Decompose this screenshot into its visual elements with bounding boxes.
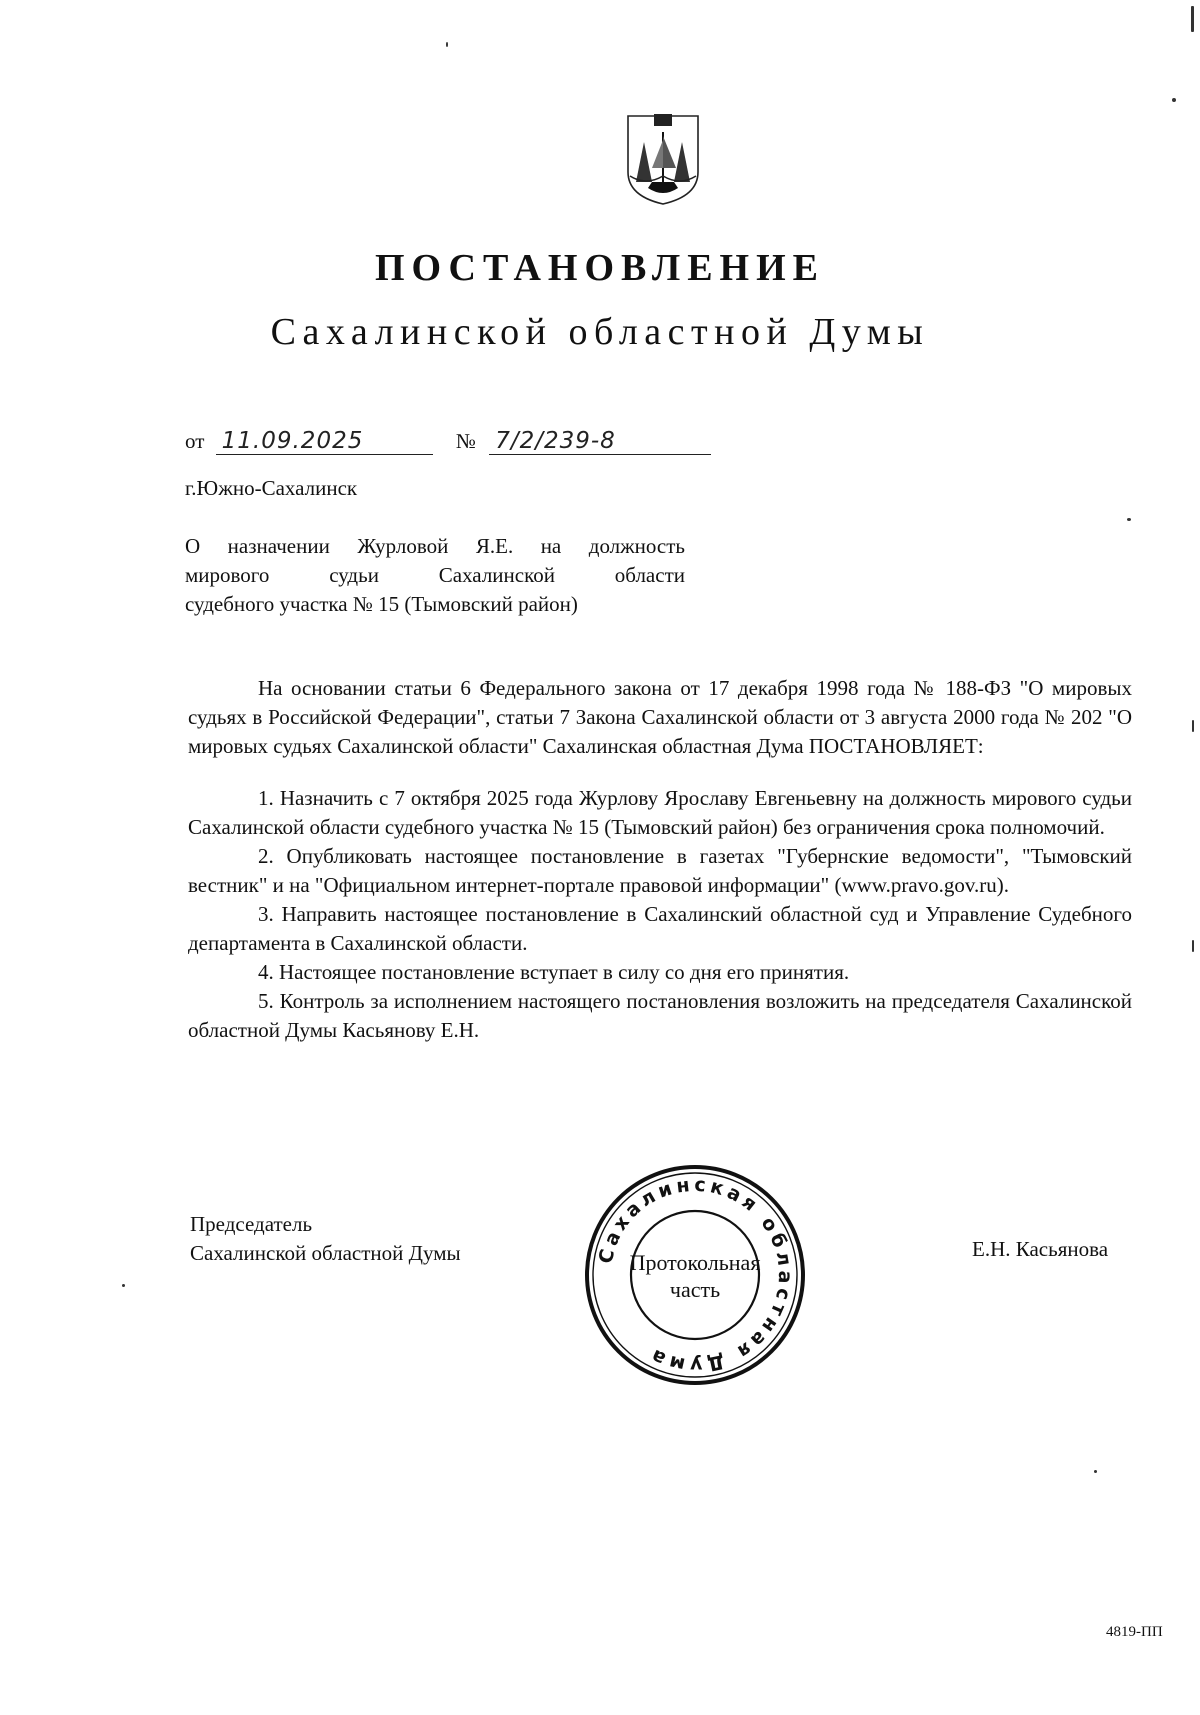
subject-line: судебного участка № 15 (Тымовский район) [185,592,578,616]
resolution-item-1: 1. Назначить с 7 октября 2025 года Журлову Ярославу Евгеньевну на должность мирового судьи Сахалинской области судебного участка № 15 (Тымовский район) без ограничения срока полномочий. [188,786,1132,839]
signatory-title-line: Сахалинской областной Думы [190,1241,461,1265]
date-label: от [185,429,205,453]
resolution-item-2: 2. Опубликовать настоящее постановление в газетах "Губернские ведомости", "Тымовский вестник" и на "Официальном интернет-портале правовой информации" (www.pravo.gov.ru). [188,844,1132,897]
coat-of-arms-icon [624,112,702,206]
number-label: № [455,429,476,453]
scan-speck [1094,1470,1097,1473]
scan-speck [446,42,448,47]
scan-speck [1191,6,1194,32]
date-value: 11.09.2025 [216,428,433,455]
resolution-item-4: 4. Настоящее постановление вступает в силу со дня его принятия. [258,960,850,984]
preamble-paragraph: На основании статьи 6 Федерального закона от 17 декабря 1998 года № 188-ФЗ "О мировых судьях в Российской Федерации", статьи 7 Закона Сахалинской области от 3 августа 2000 года № 202 "О мировых судьях Сахалинской области" Сахалинская областная Дума ПОСТАНОВЛЯЕТ: [188,676,1132,758]
signatory-name: Е.Н. Касьянова [972,1237,1109,1261]
official-seal-stamp [582,1162,808,1388]
stamp-ring-text: Сахалинская областная Дума [594,1173,797,1377]
subject-line: мирового судьи Сахалинской области [185,563,685,587]
scan-speck [1127,518,1131,521]
scan-speck [1192,720,1194,732]
signatory-title [190,1210,461,1268]
subject-block [185,532,685,619]
stamp-center-line: Протокольная [629,1250,761,1275]
city-name: г.Южно-Сахалинск [185,476,358,500]
resolution-item-3: 3. Направить настоящее постановление в Сахалинский областной суд и Управление Судебного департамента в Сахалинской области. [188,902,1132,955]
document-body [188,674,1132,1045]
stamp-center-line: часть [669,1277,721,1302]
signatory-title-line: Председатель [190,1212,313,1236]
date-number-line [185,428,711,455]
document-subtitle: Сахалинской областной Думы [270,311,930,353]
scan-speck [1172,98,1176,102]
scan-speck [122,1284,125,1287]
number-value: 7/2/239-8 [489,428,711,455]
document-code: 4819-ПП [1106,1624,1163,1640]
subject-line: О назначении Журловой Я.Е. на должность [185,534,685,558]
resolution-item-5: 5. Контроль за исполнением настоящего постановления возложить на председателя Сахалинской областной Думы Касьянову Е.Н. [188,989,1132,1042]
document-title: ПОСТАНОВЛЕНИЕ [374,247,826,289]
scan-speck [1192,940,1194,952]
